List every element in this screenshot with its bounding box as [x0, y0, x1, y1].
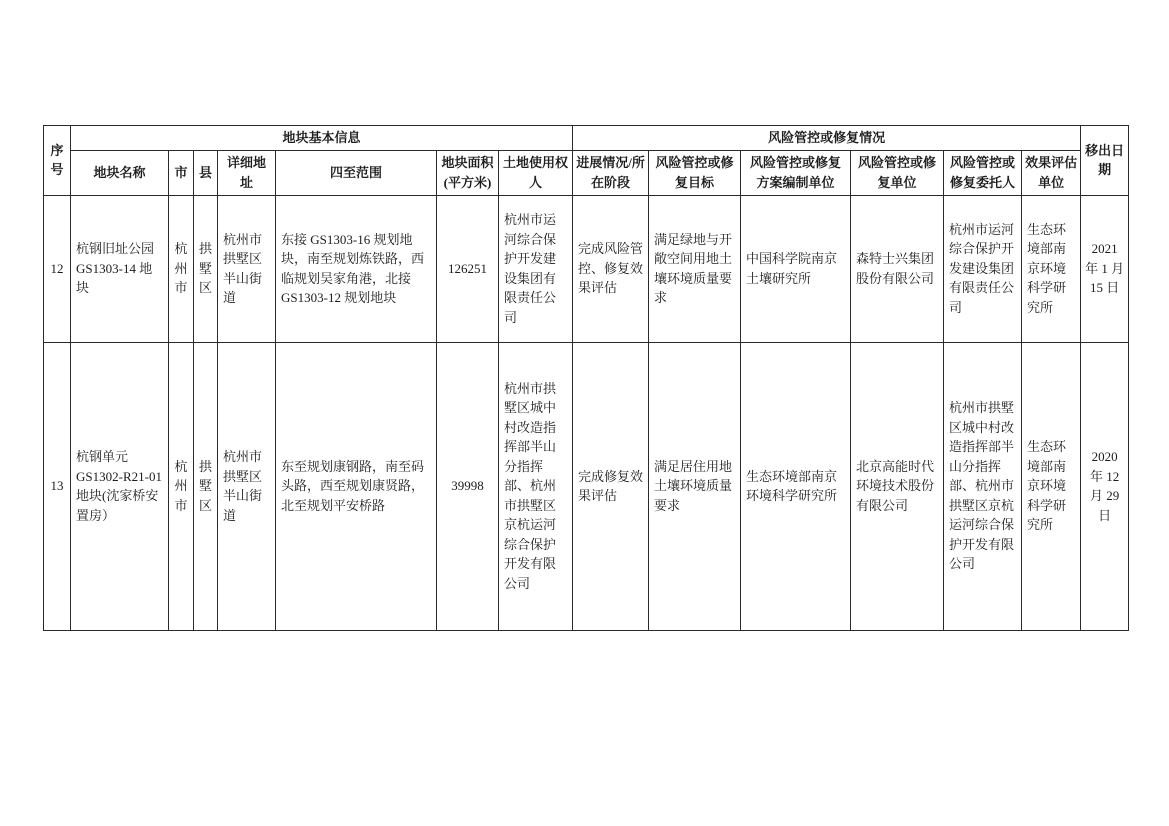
cell-target: 满足居住用地土壤环境质量要求	[649, 342, 741, 630]
header-effect-unit: 效果评估单位	[1022, 150, 1081, 195]
cell-parcel-name: 杭钢旧址公园 GS1303-14 地块	[71, 195, 169, 342]
cell-area: 39998	[437, 342, 499, 630]
header-basic-info-group: 地块基本信息	[71, 126, 573, 151]
header-target: 风险管控或修复目标	[649, 150, 741, 195]
header-removal-date: 移出日期	[1081, 126, 1129, 196]
cell-client: 杭州市运河综合保护开发建设集团有限责任公司	[944, 195, 1022, 342]
header-group-row	[44, 126, 1129, 151]
cell-effect-unit: 生态环境部南京环境科学研究所	[1022, 195, 1081, 342]
table-row	[44, 195, 1129, 342]
header-progress: 进展情况/所在阶段	[573, 150, 649, 195]
cell-land-user: 杭州市拱墅区城中村改造指挥部半山分指挥部、杭州市拱墅区京杭运河综合保护开发有限公司	[499, 342, 573, 630]
cell-county: 拱墅区	[194, 195, 218, 342]
header-columns-row	[44, 150, 1129, 195]
cell-progress: 完成修复效果评估	[573, 342, 649, 630]
cell-client: 杭州市拱墅区城中村改造指挥部半山分指挥部、杭州市拱墅区京杭运河综合保护开发有限公司	[944, 342, 1022, 630]
header-repair-unit: 风险管控或修复单位	[851, 150, 944, 195]
cell-plan-unit: 中国科学院南京土壤研究所	[741, 195, 851, 342]
cell-removal-date: 2021 年 1 月 15 日	[1081, 195, 1129, 342]
header-city: 市	[169, 150, 194, 195]
cell-target: 满足绿地与开敞空间用地土壤环境质量要求	[649, 195, 741, 342]
table-row	[44, 342, 1129, 630]
header-boundary: 四至范围	[276, 150, 437, 195]
cell-parcel-name: 杭钢单元 GS1302-R21-01 地块(沈家桥安置房）	[71, 342, 169, 630]
cell-boundary: 东接 GS1303-16 规划地块，南至规划炼铁路，西临规划吴家角港，北接 GS1303-12 规划地块	[276, 195, 437, 342]
header-plan-unit: 风险管控或修复方案编制单位	[741, 150, 851, 195]
land-parcel-table	[43, 125, 1129, 631]
table-body	[44, 195, 1129, 630]
header-area: 地块面积(平方米)	[437, 150, 499, 195]
cell-plan-unit: 生态环境部南京环境科学研究所	[741, 342, 851, 630]
header-address: 详细地址	[218, 150, 276, 195]
cell-city: 杭州市	[169, 342, 194, 630]
header-client: 风险管控或修复委托人	[944, 150, 1022, 195]
cell-land-user: 杭州市运河综合保护开发建设集团有限责任公司	[499, 195, 573, 342]
cell-repair-unit: 北京高能时代环境技术股份有限公司	[851, 342, 944, 630]
cell-effect-unit: 生态环境部南京环境科学研究所	[1022, 342, 1081, 630]
table-header	[44, 126, 1129, 196]
cell-address: 杭州市拱墅区半山街道	[218, 342, 276, 630]
cell-area: 126251	[437, 195, 499, 342]
cell-serial: 13	[44, 342, 71, 630]
header-serial: 序号	[44, 126, 71, 196]
header-parcel-name: 地块名称	[71, 150, 169, 195]
cell-removal-date: 2020 年 12 月 29 日	[1081, 342, 1129, 630]
cell-serial: 12	[44, 195, 71, 342]
cell-city: 杭州市	[169, 195, 194, 342]
cell-boundary: 东至规划康钢路，南至码头路，西至规划康贤路，北至规划平安桥路	[276, 342, 437, 630]
header-risk-group: 风险管控或修复情况	[573, 126, 1081, 151]
cell-repair-unit: 森特士兴集团股份有限公司	[851, 195, 944, 342]
header-land-user: 土地使用权人	[499, 150, 573, 195]
cell-address: 杭州市拱墅区半山街道	[218, 195, 276, 342]
header-county: 县	[194, 150, 218, 195]
cell-progress: 完成风险管控、修复效果评估	[573, 195, 649, 342]
cell-county: 拱墅区	[194, 342, 218, 630]
